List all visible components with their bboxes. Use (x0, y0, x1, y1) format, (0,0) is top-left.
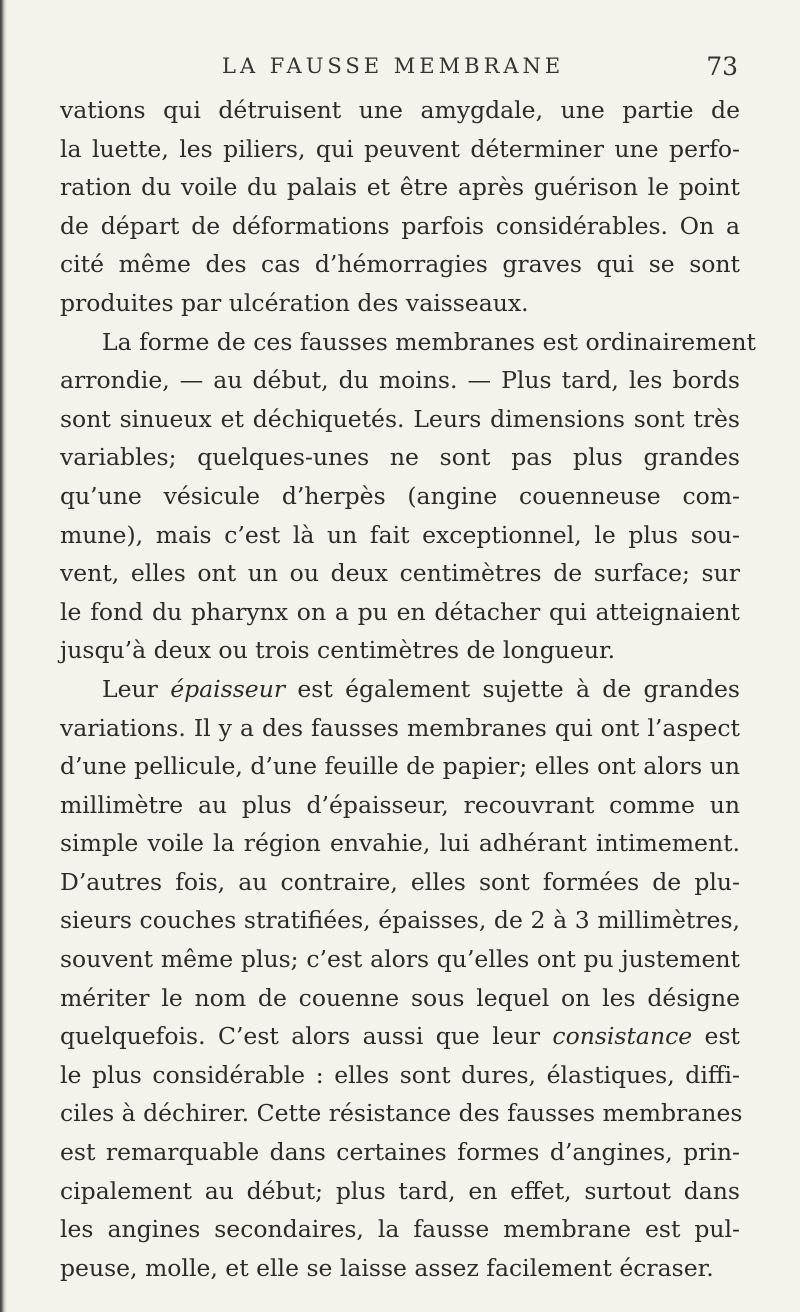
text-line: sont sinueux et déchiquetés. Leurs dimensions sont très (60, 404, 740, 433)
text-line: arrondie, — au début, du moins. — Plus tard, les bords (60, 366, 740, 395)
text-line: le plus considérable : elles sont dures, élastiques, diffi- (60, 1060, 740, 1089)
text-line: variations. Il y a des fausses membranes qui ont l’aspect (60, 713, 740, 742)
text-line: simple voile la région envahie, lui adhérant intimement. (60, 829, 740, 858)
text-line: la luette, les piliers, qui peuvent déterminer une perfo- (60, 134, 740, 163)
text-line: peuse, molle, et elle se laisse assez facilement écraser. (60, 1253, 714, 1282)
text-line: souvent même plus; c’est alors qu’elles ont pu justement (60, 945, 740, 974)
text-line: ciles à déchirer. Cette résistance des fausses membranes (60, 1099, 743, 1128)
text-line: qu’une vésicule d’herpès (angine couenneuse com- (60, 481, 740, 510)
text-line: produites par ulcération des vaisseaux. (60, 288, 529, 317)
italic-term: consistance (552, 1022, 693, 1051)
text-line: cité même des cas d’hémorragies graves qui se sont (60, 250, 740, 279)
text-line: mériter le nom de couenne sous lequel on les désigne (60, 983, 740, 1012)
body-text (60, 91, 756, 1287)
text-line: mune), mais c’est là un fait exceptionnel, le plus sou- (60, 520, 740, 549)
text-line (60, 1017, 740, 1056)
text-line: millimètre au plus d’épaisseur, recouvrant comme un (60, 790, 740, 819)
text-line: sieurs couches stratifiées, épaisses, de 2 à 3 millimètres, (60, 906, 740, 935)
text-line: D’autres fois, au contraire, elles sont formées de plu- (60, 867, 740, 896)
text-line: de départ de déformations parfois considérables. On a (60, 211, 740, 240)
line-rest: est également sujette à de grandes (297, 674, 740, 703)
text-line: cipalement au début; plus tard, en effet, surtout dans (60, 1176, 740, 1205)
running-head (60, 52, 760, 92)
text-line: La forme de ces fausses membranes est ordinairement (102, 327, 756, 356)
running-title: LA FAUSSE MEMBRANE (222, 54, 565, 78)
line-lead: quelquefois. C’est alors aussi que leur (60, 1022, 541, 1051)
text-line: les angines secondaires, la fausse membrane est pul- (60, 1215, 740, 1244)
page-number: 73 (706, 52, 738, 81)
text-line: vations qui détruisent une amygdale, une partie de (60, 96, 740, 124)
page-edge (0, 0, 7, 1312)
text-line: le fond du pharynx on a pu en détacher qui atteignaient (60, 597, 740, 626)
text-line (60, 670, 740, 709)
text-line: ration du voile du palais et être après guérison le point (60, 173, 740, 202)
text-line: d’une pellicule, d’une feuille de papier; elles ont alors un (60, 752, 740, 781)
text-line: vent, elles ont un ou deux centimètres de surface; sur (60, 559, 740, 588)
text-line: variables; quelques-unes ne sont pas plus grandes (60, 443, 740, 472)
line-rest: est (704, 1022, 740, 1051)
italic-term: épaisseur (170, 674, 286, 703)
text-line: est remarquable dans certaines formes d’angines, prin- (60, 1138, 740, 1167)
line-lead: Leur (102, 674, 158, 703)
text-line: jusqu’à deux ou trois centimètres de longueur. (60, 636, 616, 665)
